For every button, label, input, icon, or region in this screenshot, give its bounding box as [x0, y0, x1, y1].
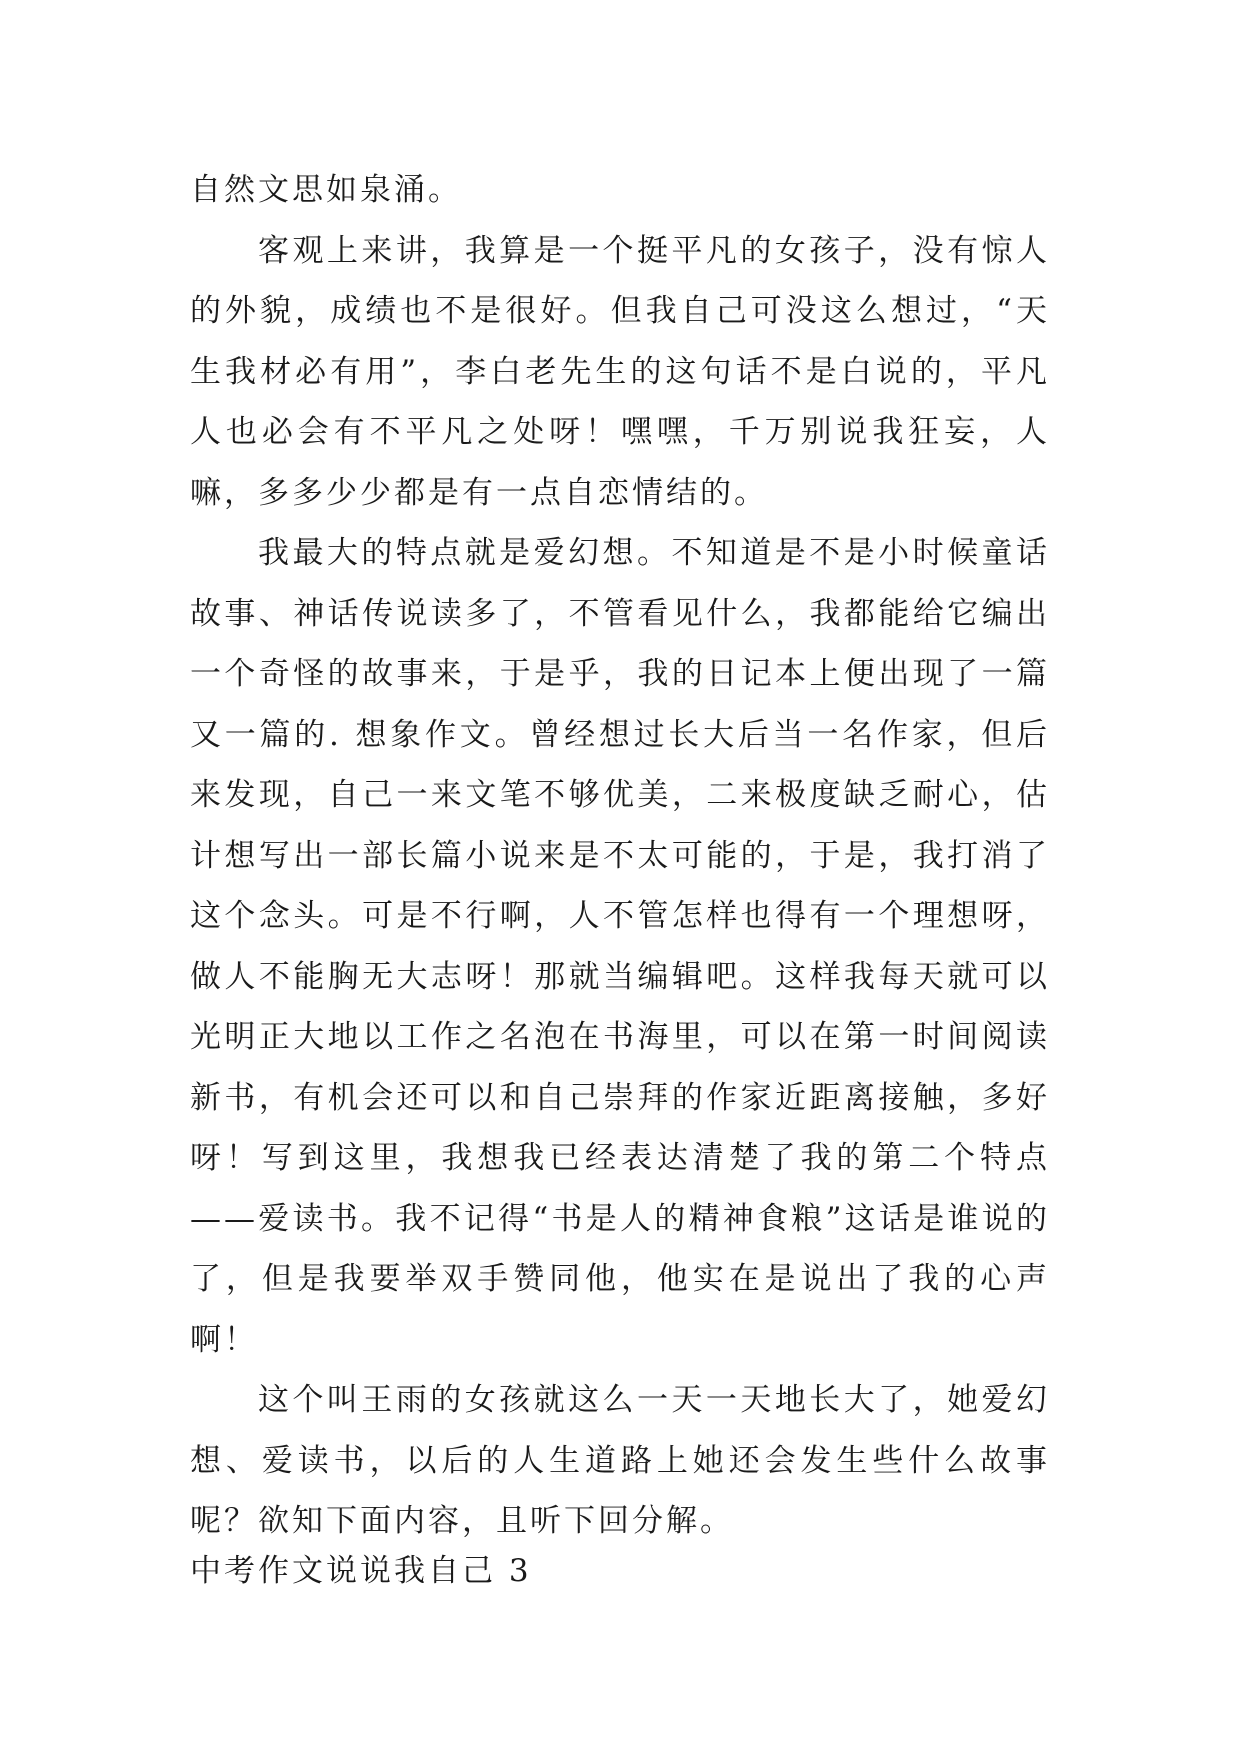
section-heading: 中考作文说说我自己 3	[190, 1553, 532, 1589]
paragraph-2: 客观上来讲，我算是一个挺平凡的女孩子，没有惊人的外貌，成绩也不是很好。但我自己可没这么想过，“天生我材必有用”，李白老先生的这句话不是白说的，平凡人也必会有不平凡之处呀！嘿嘿，千万别说我狂妄，人嘛，多多少少都是有一点自恋情结的。	[190, 232, 1050, 511]
paragraph-3: 我最大的特点就是爱幻想。不知道是不是小时候童话故事、神话传说读多了，不管看见什么，我都能给它编出一个奇怪的故事来，于是乎，我的日记本上便出现了一篇又一篇的. 想象作文。曾经想过长大后当一名作家，但后来发现，自己一来文笔不够优美，二来极度缺乏耐心，估计想写出一部长篇小说来是不太可能的，于是，我打消了这个念头。可是不行啊，人不管怎样也得有一个理想呀，做人不能胸无大志呀！那就当编辑吧。这样我每天就可以光明正大地以工作之名泡在书海里，可以在第一时间阅读新书，有机会还可以和自己崇拜的作家近距离接触，多好呀！写到这里，我想我已经表达清楚了我的第二个特点——爱读书。我不记得“书是人的精神食粮”这话是谁说的了，但是我要举双手赞同他，他实在是说出了我的心声啊！	[190, 535, 1050, 1358]
document-body	[190, 160, 1050, 1552]
paragraph-4: 这个叫王雨的女孩就这么一天一天地长大了，她爱幻想、爱读书，以后的人生道路上她还会发生些什么故事呢？欲知下面内容，且听下回分解。	[190, 1382, 1050, 1539]
paragraph-1: 自然文思如泉涌。	[190, 172, 462, 208]
